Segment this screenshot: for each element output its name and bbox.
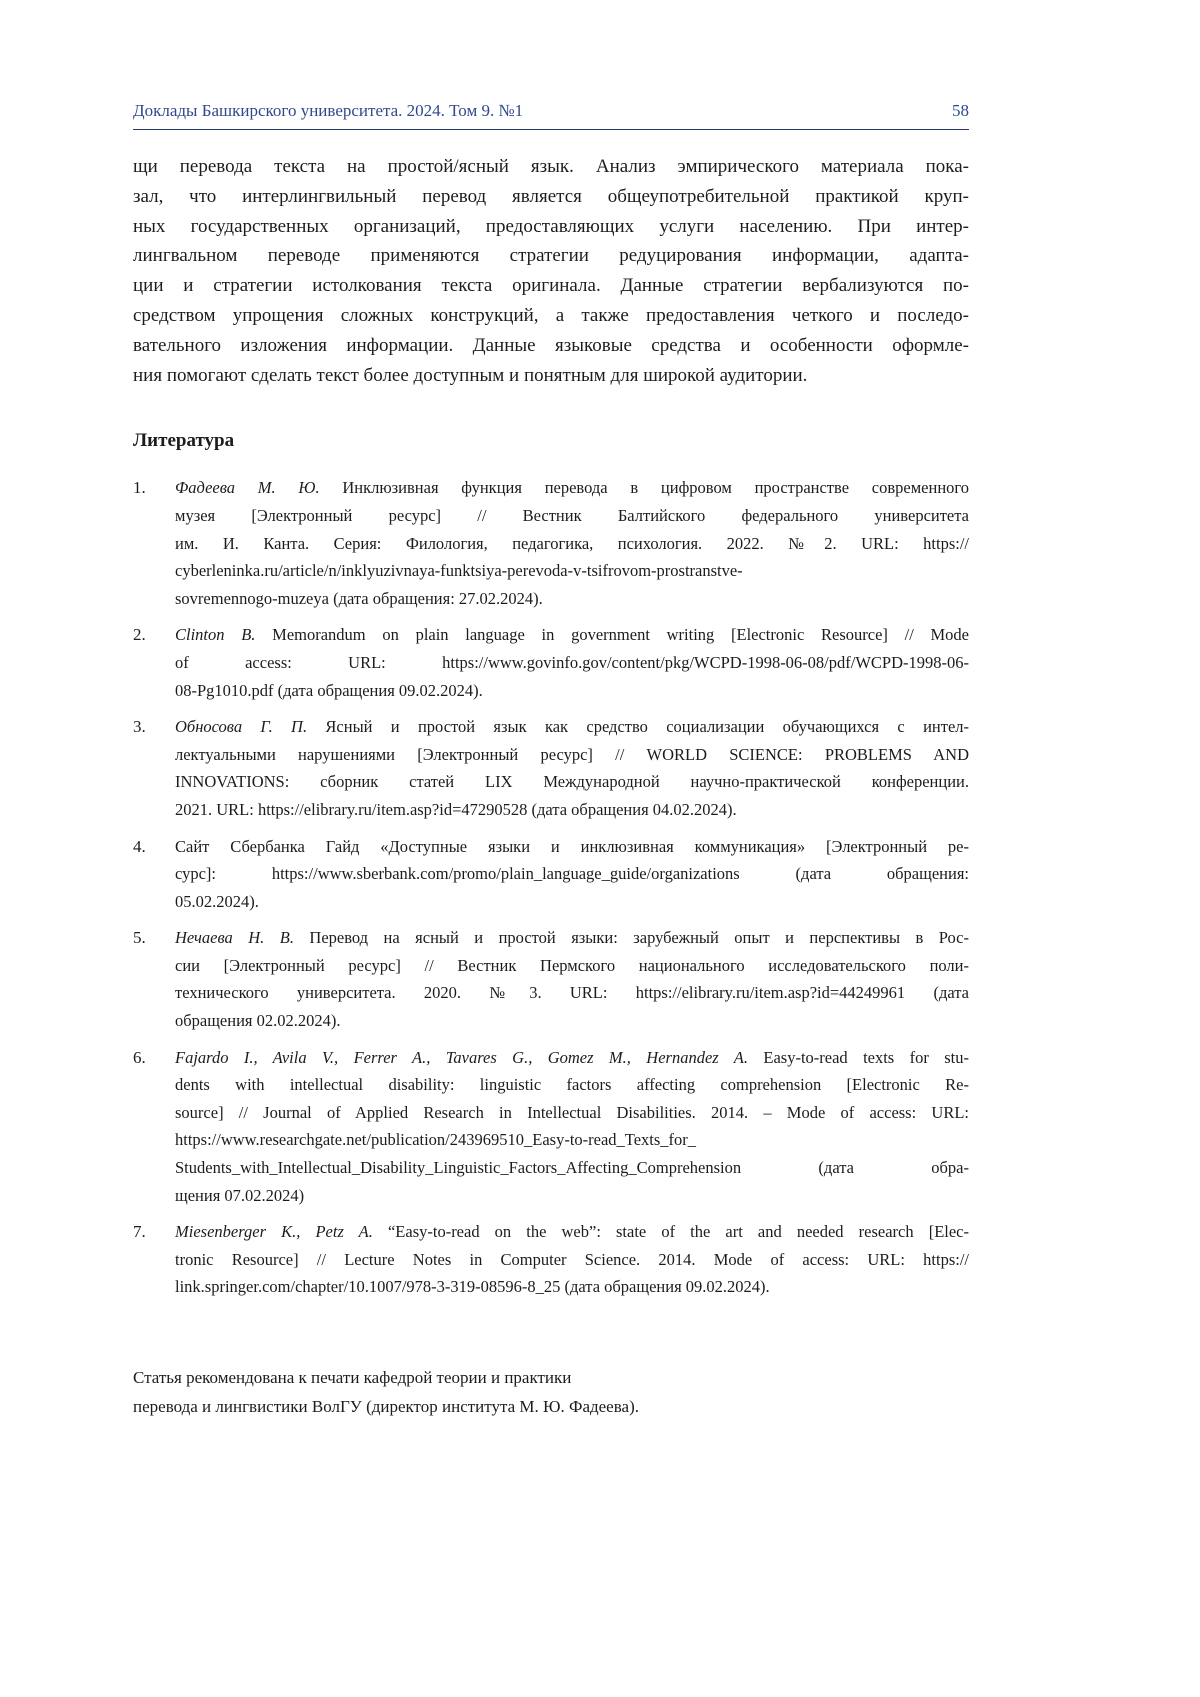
reference-number: 3. xyxy=(133,717,146,737)
reference-authors: Miesenberger K., Petz A. xyxy=(175,1222,388,1242)
reference-item xyxy=(133,713,969,823)
reference-line: сии [Электронный ресурс] // Вестник Пермского национального исследовательского поли- xyxy=(175,955,969,975)
reference-line: музея [Электронный ресурс] // Вестник Балтийского федерального университета xyxy=(175,505,969,525)
reference-line: щения 07.02.2024) xyxy=(175,1185,305,1205)
reference-authors: Fajardo I., Avila V., Ferrer A., Tavares G., Gomez M., Hernandez A. xyxy=(175,1047,764,1067)
reference-authors: Фадеева М. Ю. xyxy=(175,478,343,498)
reference-line: технического университета. 2020. №3. URL: https://elibrary.ru/item.asp?id=44249961 (дата xyxy=(175,983,969,1003)
editorial-note-line: Статья рекомендована к печати кафедрой теории и практики xyxy=(133,1368,572,1387)
reference-line: source] // Journal of Applied Research in Intellectual Disabilities. 2014. – Mode of access: URL: xyxy=(175,1102,969,1122)
reference-line: Fajardo I., Avila V., Ferrer A., Tavares G., Gomez M., Hernandez A. Easy-to-read texts for stu- xyxy=(175,1047,969,1067)
reference-line: dents with intellectual disability: linguistic factors affecting comprehension [Electronic Re- xyxy=(175,1075,969,1095)
reference-item xyxy=(133,474,969,612)
reference-line: обращения 02.02.2024). xyxy=(175,1011,341,1031)
reference-line: https://www.researchgate.net/publication/243969510_Easy-to-read_Texts_for_ xyxy=(175,1130,697,1150)
references-list xyxy=(133,474,969,1301)
intro-line: ции и стратегии истолкования текста оригинала. Данные стратегии вербализуются по- xyxy=(133,275,969,297)
reference-line: INNOVATIONS: сборник статей LIX Международной научно-практической конференции. xyxy=(175,772,969,792)
reference-line: Clinton B. Memorandum on plain language in government writing [Electronic Resource] // Mode xyxy=(175,625,969,645)
reference-text xyxy=(175,924,969,1034)
reference-line: link.springer.com/chapter/10.1007/978-3-319-08596-8_25 (дата обращения 09.02.2024). xyxy=(175,1277,770,1297)
reference-line: Нечаева Н. В. Перевод на ясный и простой языки: зарубежный опыт и перспективы в Рос- xyxy=(175,928,969,948)
intro-line: щи перевода текста на простой/ясный язык. Анализ эмпирического материала пока- xyxy=(133,156,969,177)
reference-line: 08-Pg1010.pdf (дата обращения 09.02.2024). xyxy=(175,680,483,700)
reference-line: cyberleninka.ru/article/n/inklyuzivnaya-funktsiya-perevoda-v-tsifrovom-prostranstve- xyxy=(175,561,743,581)
references-heading: Литература xyxy=(133,430,235,452)
reference-line: им. И. Канта. Серия: Филология, педагогика, психология. 2022. №2. URL: https:// xyxy=(175,533,969,553)
reference-item xyxy=(133,924,969,1034)
page-number: 58 xyxy=(952,101,969,120)
reference-text xyxy=(175,713,969,823)
page-content xyxy=(133,100,969,1421)
reference-line: лектуальными нарушениями [Электронный ресурс] // WORLD SCIENCE: PROBLEMS AND xyxy=(175,744,969,764)
editorial-note xyxy=(133,1363,969,1421)
reference-line: 2021. URL: https://elibrary.ru/item.asp?id=47290528 (дата обращения 04.02.2024). xyxy=(175,799,737,819)
reference-text xyxy=(175,1044,969,1210)
reference-line: Students_with_Intellectual_Disability_Linguistic_Factors_Affecting_Comprehension (дата обра- xyxy=(175,1158,969,1178)
reference-line: tronic Resource] // Lecture Notes in Computer Science. 2014. Mode of access: URL: https:// xyxy=(175,1249,969,1269)
intro-line: лингвальном переводе применяются стратегии редуцирования информации, адапта- xyxy=(133,245,969,267)
reference-text xyxy=(175,621,969,704)
reference-number: 6. xyxy=(133,1047,146,1067)
reference-line: sovremennogo-muzeya (дата обращения: 27.02.2024). xyxy=(175,588,543,608)
editorial-note-line: перевода и лингвистики ВолГУ (директор института М. Ю. Фадеева). xyxy=(133,1397,639,1416)
reference-number: 1. xyxy=(133,478,146,498)
intro-line: ния помогают сделать текст более доступным и понятным для широкой аудитории. xyxy=(133,364,808,386)
reference-number: 2. xyxy=(133,625,146,645)
intro-line: зал, что интерлингвильный перевод является общеупотребительной практикой круп- xyxy=(133,185,969,207)
reference-text xyxy=(175,474,969,612)
reference-number: 7. xyxy=(133,1222,146,1242)
reference-item xyxy=(133,833,969,916)
reference-line: Miesenberger K., Petz A. “Easy-to-read on the web”: state of the art and needed research [Elec- xyxy=(175,1222,969,1242)
reference-item xyxy=(133,1218,969,1301)
reference-number: 5. xyxy=(133,928,146,948)
reference-line: сурс]: https://www.sberbank.com/promo/plain_language_guide/organizations (дата обращения: xyxy=(175,864,969,884)
reference-line: Фадеева М. Ю. Инклюзивная функция перевода в цифровом пространстве современного xyxy=(175,478,970,498)
intro-line: ных государственных организаций, предоставляющих услуги населению. При интер- xyxy=(133,215,969,237)
intro-paragraph xyxy=(133,152,969,390)
reference-line: of access: URL: https://www.govinfo.gov/content/pkg/WCPD-1998-06-08/pdf/WCPD-1998-06- xyxy=(175,652,969,672)
reference-authors: Нечаева Н. В. xyxy=(175,928,310,948)
intro-line: вательного изложения информации. Данные языковые средства и особенности оформле- xyxy=(133,334,969,356)
intro-line: средством упрощения сложных конструкций, а также предоставления четкого и последо- xyxy=(133,304,969,326)
reference-authors: Clinton B. xyxy=(175,625,273,645)
reference-authors: Обносова Г. П. xyxy=(175,717,326,737)
reference-item xyxy=(133,621,969,704)
reference-line: Обносова Г. П. Ясный и простой язык как средство социализации обучающихся с интел- xyxy=(175,717,969,737)
reference-text xyxy=(175,833,969,916)
reference-number: 4. xyxy=(133,836,146,856)
reference-line: Сайт Сбербанка Гайд «Доступные языки и инклюзивная коммуникация» [Электронный ре- xyxy=(175,836,969,856)
reference-item xyxy=(133,1044,969,1210)
reference-line: 05.02.2024). xyxy=(175,891,259,911)
reference-text xyxy=(175,1218,969,1301)
journal-title: Доклады Башкирского университета. 2024. Том 9. №1 xyxy=(133,101,524,120)
page-header xyxy=(133,100,969,130)
